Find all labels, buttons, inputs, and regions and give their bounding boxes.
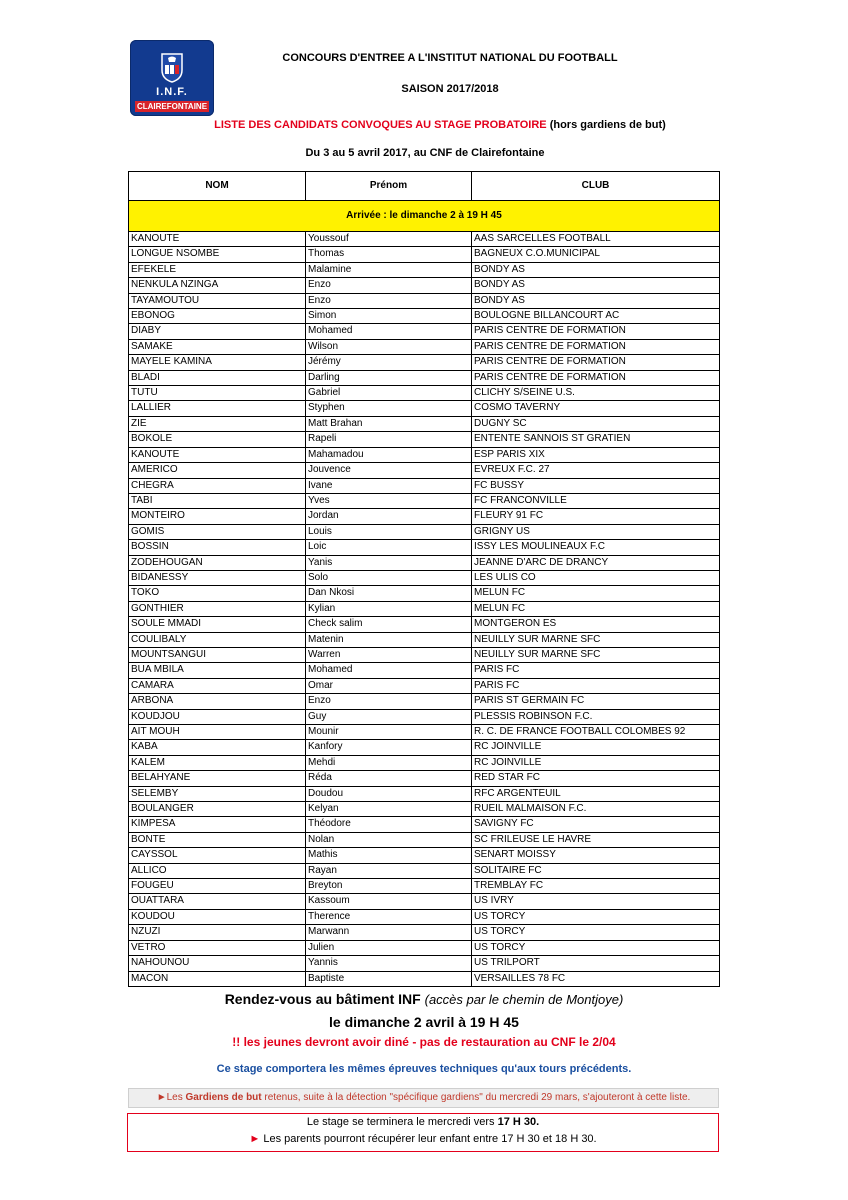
cell-club: R. C. DE FRANCE FOOTBALL COLOMBES 92 [472,725,720,740]
cell-nom: ALLICO [129,863,306,878]
cell-nom: KALEM [129,755,306,770]
cell-club: NEUILLY SUR MARNE SFC [472,632,720,647]
cell-prenom: Yannis [306,956,472,971]
cell-club: TREMBLAY FC [472,879,720,894]
cell-prenom: Enzo [306,278,472,293]
table-row [129,324,720,339]
cell-nom: ZODEHOUGAN [129,555,306,570]
table-row [129,925,720,940]
cell-prenom: Wilson [306,339,472,354]
cell-prenom: Solo [306,570,472,585]
cell-nom: BONTE [129,832,306,847]
table-row [129,909,720,924]
table-row [129,370,720,385]
table-row [129,678,720,693]
table-row [129,493,720,508]
cell-nom: BUA MBILA [129,663,306,678]
cell-prenom: Guy [306,709,472,724]
arrival-row [129,201,720,232]
cell-club: EVREUX F.C. 27 [472,463,720,478]
table-row [129,971,720,986]
cell-nom: TOKO [129,586,306,601]
cell-nom: KOUDJOU [129,709,306,724]
cell-club: DUGNY SC [472,416,720,431]
table-row [129,262,720,277]
table-row [129,694,720,709]
cell-club: US TORCY [472,940,720,955]
table-row [129,848,720,863]
pickup-text: Les parents pourront récupérer leur enfant entre 17 H 30 et 18 H 30. [263,1133,597,1145]
cell-prenom: Mahamadou [306,447,472,462]
cell-prenom: Gabriel [306,386,472,401]
cell-nom: CAMARA [129,678,306,693]
table-row [129,786,720,801]
cell-prenom: Jouvence [306,463,472,478]
cell-club: PARIS CENTRE DE FORMATION [472,355,720,370]
stage-dates: Du 3 au 5 avril 2017, au CNF de Clairefontaine [305,147,545,159]
cell-prenom: Jérémy [306,355,472,370]
rdv-line [60,991,788,1007]
season-label: SAISON 2017/2018 [401,83,499,95]
table-row [129,755,720,770]
cell-nom: BOKOLE [129,432,306,447]
cell-club: AAS SARCELLES FOOTBALL [472,232,720,247]
table-row [129,355,720,370]
cell-nom: AMERICO [129,463,306,478]
cell-prenom: Kylian [306,601,472,616]
cell-nom: TABI [129,493,306,508]
logo-inf-text: I.N.F. [156,86,188,98]
table-row [129,771,720,786]
cell-nom: KABA [129,740,306,755]
cell-prenom: Thomas [306,247,472,262]
cell-club: RED STAR FC [472,771,720,786]
cell-club: PARIS ST GERMAIN FC [472,694,720,709]
table-row [129,447,720,462]
table-row [129,956,720,971]
cell-club: ESP PARIS XIX [472,447,720,462]
cell-prenom: Kelyan [306,802,472,817]
cell-prenom: Check salim [306,617,472,632]
cell-nom: GOMIS [129,524,306,539]
cell-nom: MACON [129,971,306,986]
cell-prenom: Mehdi [306,755,472,770]
cell-nom: MAYELE KAMINA [129,355,306,370]
rdv-date: le dimanche 2 avril à 19 H 45 [329,1014,519,1030]
cell-prenom: Mohamed [306,324,472,339]
cell-nom: BELAHYANE [129,771,306,786]
cell-nom: ZIE [129,416,306,431]
cell-nom: BIDANESSY [129,570,306,585]
cell-club: FC FRANCONVILLE [472,493,720,508]
note-bold: Gardiens de but [185,1092,262,1103]
table-row [129,309,720,324]
cell-club: PARIS FC [472,663,720,678]
cell-club: NEUILLY SUR MARNE SFC [472,647,720,662]
table-row [129,817,720,832]
cell-nom: OUATTARA [129,894,306,909]
cell-prenom: Youssouf [306,232,472,247]
table-row [129,601,720,616]
table-row [129,478,720,493]
table-row [129,524,720,539]
cell-club: RC JOINVILLE [472,755,720,770]
cell-prenom: Mounir [306,725,472,740]
table-row [129,386,720,401]
cell-nom: KANOUTE [129,447,306,462]
table-row [129,802,720,817]
pickup-line [128,1131,718,1148]
cell-club: LES ULIS CO [472,570,720,585]
cell-club: MELUN FC [472,601,720,616]
table-row [129,663,720,678]
cell-club: SENART MOISSY [472,848,720,863]
cell-club: ENTENTE SANNOIS ST GRATIEN [472,432,720,447]
table-row [129,617,720,632]
cell-club: US TRILPORT [472,956,720,971]
cell-nom: EFEKELE [129,262,306,277]
cell-nom: KANOUTE [129,232,306,247]
cell-club: PLESSIS ROBINSON F.C. [472,709,720,724]
table-row [129,709,720,724]
cell-nom: NZUZI [129,925,306,940]
table-row [129,555,720,570]
cell-nom: AIT MOUH [129,725,306,740]
cell-club: ISSY LES MOULINEAUX F.C [472,540,720,555]
rdv-text: Rendez-vous au bâtiment INF [224,991,421,1007]
table-row [129,540,720,555]
table-row [129,293,720,308]
cell-prenom: Simon [306,309,472,324]
cell-nom: BOSSIN [129,540,306,555]
cell-nom: BLADI [129,370,306,385]
cell-nom: TUTU [129,386,306,401]
cell-prenom: Matt Brahan [306,416,472,431]
cell-nom: DIABY [129,324,306,339]
cell-club: RFC ARGENTEUIL [472,786,720,801]
cell-nom: BOULANGER [129,802,306,817]
cell-club: BONDY AS [472,262,720,277]
cell-prenom: Therence [306,909,472,924]
cell-nom: NENKULA NZINGA [129,278,306,293]
end-time: 17 H 30. [497,1116,540,1128]
arrow-right-icon: ► [156,1092,167,1103]
rdv-access: (accès par le chemin de Montjoye) [424,992,624,1007]
cell-club: PARIS FC [472,678,720,693]
table-row [129,725,720,740]
cell-club: MONTGERON ES [472,617,720,632]
cell-prenom: Darling [306,370,472,385]
cell-prenom: Ivane [306,478,472,493]
table-row [129,416,720,431]
cell-prenom: Réda [306,771,472,786]
cell-prenom: Malamine [306,262,472,277]
fff-logo [130,40,214,116]
table-row [129,894,720,909]
table-row [129,339,720,354]
table-row [129,463,720,478]
document-title: CONCOURS D'ENTREE A L'INSTITUT NATIONAL DU FOOTBALL [282,52,618,64]
cell-nom: COULIBALY [129,632,306,647]
cell-club: BOULOGNE BILLANCOURT AC [472,309,720,324]
cell-club: FLEURY 91 FC [472,509,720,524]
cell-club: COSMO TAVERNY [472,401,720,416]
end-text: Le stage se terminera le mercredi vers [306,1116,495,1128]
cell-prenom: Baptiste [306,971,472,986]
cell-club: CLICHY S/SEINE U.S. [472,386,720,401]
cell-prenom: Loic [306,540,472,555]
cell-nom: MOUNTSANGUI [129,647,306,662]
cell-prenom: Enzo [306,694,472,709]
cell-nom: EBONOG [129,309,306,324]
table-header-row [129,172,720,201]
cell-club: RC JOINVILLE [472,740,720,755]
cell-nom: TAYAMOUTOU [129,293,306,308]
cell-prenom: Enzo [306,293,472,308]
table-row [129,509,720,524]
end-info-box [127,1113,719,1152]
cell-club: RUEIL MALMAISON F.C. [472,802,720,817]
table-row [129,940,720,955]
cell-nom: NAHOUNOU [129,956,306,971]
cell-prenom: Nolan [306,832,472,847]
cell-prenom: Yves [306,493,472,508]
cell-prenom: Breyton [306,879,472,894]
candidates-table [128,171,720,987]
list-title [130,119,750,131]
cell-club: PARIS CENTRE DE FORMATION [472,339,720,354]
cell-prenom: Rapeli [306,432,472,447]
cell-club: FC BUSSY [472,478,720,493]
stage-info: Ce stage comportera les mêmes épreuves techniques qu'aux tours précédents. [216,1063,632,1075]
cell-prenom: Jordan [306,509,472,524]
list-title-suffix: (hors gardiens de but) [549,119,666,131]
header-prenom: Prénom [306,172,472,201]
cell-prenom: Dan Nkosi [306,586,472,601]
note-text: retenus, suite à la détection "spécifique gardiens" du mercredi 29 mars, s'ajouteront à cette liste. [264,1092,691,1103]
table-row [129,278,720,293]
table-row [129,879,720,894]
cell-club: PARIS CENTRE DE FORMATION [472,370,720,385]
cell-nom: SOULE MMADI [129,617,306,632]
cell-prenom: Kanfory [306,740,472,755]
cell-club: MELUN FC [472,586,720,601]
note-prefix: Les [166,1092,183,1103]
cell-prenom: Louis [306,524,472,539]
cell-prenom: Marwann [306,925,472,940]
cell-prenom: Théodore [306,817,472,832]
cell-club: SOLITAIRE FC [472,863,720,878]
cell-club: PARIS CENTRE DE FORMATION [472,324,720,339]
table-row [129,232,720,247]
cell-nom: CHEGRA [129,478,306,493]
cell-nom: KOUDOU [129,909,306,924]
cell-prenom: Styphen [306,401,472,416]
goalkeepers-note [128,1088,719,1108]
cell-nom: SELEMBY [129,786,306,801]
table-row [129,632,720,647]
table-row [129,247,720,262]
cell-nom: LONGUE NSOMBE [129,247,306,262]
arrow-right-icon: ► [249,1133,261,1145]
table-row [129,863,720,878]
cell-nom: FOUGEU [129,879,306,894]
cell-nom: GONTHIER [129,601,306,616]
header-nom: NOM [129,172,306,201]
cell-club: US IVRY [472,894,720,909]
meal-warning: !! les jeunes devront avoir diné - pas de restauration au CNF le 2/04 [232,1035,616,1049]
cell-club: SC FRILEUSE LE HAVRE [472,832,720,847]
table-row [129,647,720,662]
cell-club: BONDY AS [472,278,720,293]
arrival-text: Arrivée : le dimanche 2 à 19 H 45 [129,201,720,232]
cell-club: VERSAILLES 78 FC [472,971,720,986]
cell-prenom: Omar [306,678,472,693]
cell-club: US TORCY [472,909,720,924]
table-row [129,586,720,601]
cell-club: BONDY AS [472,293,720,308]
cell-prenom: Julien [306,940,472,955]
cell-nom: LALLIER [129,401,306,416]
cell-club: BAGNEUX C.O.MUNICIPAL [472,247,720,262]
cell-club: SAVIGNY FC [472,817,720,832]
rooster-crest-icon [154,48,190,84]
cell-nom: SAMAKE [129,339,306,354]
cell-prenom: Warren [306,647,472,662]
table-row [129,401,720,416]
logo-subtitle: CLAIREFONTAINE [136,102,208,111]
cell-nom: VETRO [129,940,306,955]
cell-nom: MONTEIRO [129,509,306,524]
cell-prenom: Kassoum [306,894,472,909]
cell-prenom: Mohamed [306,663,472,678]
cell-prenom: Mathis [306,848,472,863]
cell-club: JEANNE D'ARC DE DRANCY [472,555,720,570]
cell-prenom: Doudou [306,786,472,801]
cell-nom: CAYSSOL [129,848,306,863]
cell-prenom: Rayan [306,863,472,878]
cell-prenom: Matenin [306,632,472,647]
header-club: CLUB [472,172,720,201]
table-row [129,832,720,847]
cell-club: US TORCY [472,925,720,940]
cell-nom: KIMPESA [129,817,306,832]
list-title-main: LISTE DES CANDIDATS CONVOQUES AU STAGE PROBATOIRE [214,119,547,131]
table-row [129,432,720,447]
cell-nom: ARBONA [129,694,306,709]
table-row [129,570,720,585]
end-line [128,1114,718,1131]
table-row [129,740,720,755]
cell-club: GRIGNY US [472,524,720,539]
cell-prenom: Yanis [306,555,472,570]
